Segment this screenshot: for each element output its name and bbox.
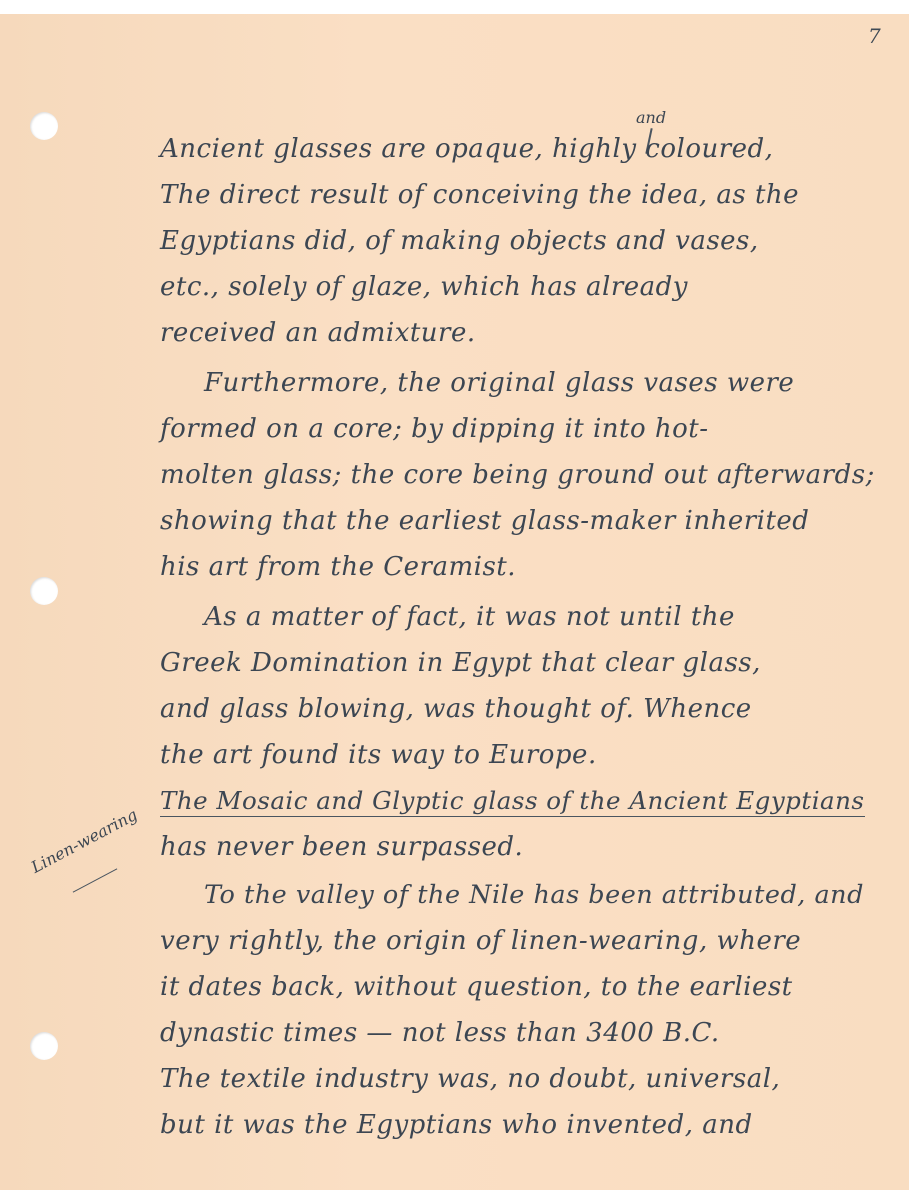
paper-edge-bottom [0,1190,917,1200]
text-line: has never been surpassed. [160,832,524,862]
text-line: The textile industry was, no doubt, universal, [160,1064,781,1094]
text-line: the art found its way to Europe. [160,740,597,770]
margin-note-stroke [73,868,118,892]
text-line: The Mosaic and Glyptic glass of the Ancient Egyptians [160,786,865,815]
insertion-text: and [636,108,667,127]
text-line: To the valley of the Nile has been attributed, and [204,880,864,910]
punch-hole [30,1032,58,1060]
text-line: his art from the Ceramist. [160,552,517,582]
text-line: very rightly, the origin of linen-wearing, where [160,926,802,956]
text-line: dynastic times — not less than 3400 B.C. [160,1018,720,1048]
paper-edge-right [909,0,917,1200]
text-line: received an admixture. [160,318,476,348]
paper-edge-top [0,0,917,14]
text-line: it dates back, without question, to the earliest [160,972,793,1002]
punch-hole [30,577,58,605]
text-line: formed on a core; by dipping it into hot- [160,414,709,444]
page-number: 7 [868,24,881,48]
margin-note: Linen-wearing [28,804,141,877]
text-line: The direct result of conceiving the idea, as the [160,180,800,210]
text-line: but it was the Egyptians who invented, and [160,1110,753,1140]
text-line: etc., solely of glaze, which has already [160,272,688,302]
text-line: Ancient glasses are opaque, highly coloured, [160,134,774,164]
text-line: As a matter of fact, it was not until the [204,602,735,632]
text-line: molten glass; the core being ground out afterwards; [160,460,875,490]
text-line: showing that the earliest glass-maker inherited [160,506,810,536]
text-line: and glass blowing, was thought of. Whence [160,694,752,724]
punch-hole [30,112,58,140]
text-line: Egyptians did, of making objects and vases, [160,226,759,256]
text-line: Furthermore, the original glass vases were [204,368,795,398]
text-line: Greek Domination in Egypt that clear glass, [160,648,761,678]
